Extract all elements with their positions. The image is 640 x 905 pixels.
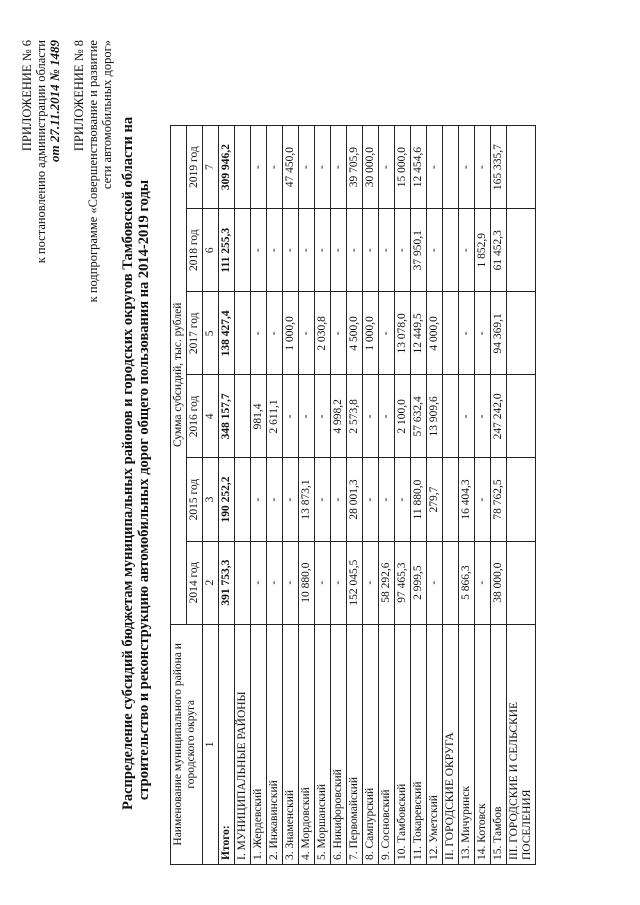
- value-cell: 138 427,4: [219, 292, 235, 375]
- column-number-row: [203, 126, 219, 865]
- value-cell: -: [459, 126, 475, 209]
- year-header: 2018 год: [187, 209, 203, 292]
- row-name-cell: 11. Токаревский: [411, 624, 427, 864]
- value-cell: 2 999,5: [411, 541, 427, 624]
- table-row: [411, 126, 427, 865]
- value-cell: -: [475, 541, 491, 624]
- value-cell: 309 946,2: [219, 126, 235, 209]
- table-row: [475, 126, 491, 865]
- value-cell: 37 950,1: [411, 209, 427, 292]
- row-name-cell: 13. Мичуринск: [459, 624, 475, 864]
- row-name-cell: 8. Сампурский: [363, 624, 379, 864]
- row-name-cell: Итого:: [219, 624, 235, 864]
- column-number: 4: [203, 375, 219, 458]
- value-cell: -: [315, 209, 331, 292]
- value-cell: 981,4: [251, 375, 267, 458]
- value-cell: 2 573,8: [347, 375, 363, 458]
- value-cell: -: [283, 458, 299, 541]
- appendix-6-title: ПРИЛОЖЕНИЕ № 6: [20, 40, 34, 152]
- year-header: 2019 год: [187, 126, 203, 209]
- value-cell: 15 000,0: [395, 126, 411, 209]
- value-cell: -: [299, 209, 315, 292]
- row-name-cell: 14. Котовск: [475, 624, 491, 864]
- table-row: [331, 126, 347, 865]
- year-header: 2016 год: [187, 375, 203, 458]
- row-name-cell: 12. Уметский: [427, 624, 443, 864]
- document-title-line1: Распределение субсидий бюджетам муниципальных районов и городских округов Тамбовской области на: [120, 116, 136, 810]
- table-row: [443, 126, 459, 865]
- value-cell: -: [315, 541, 331, 624]
- value-cell: -: [379, 292, 395, 375]
- value-cell: 97 465,3: [395, 541, 411, 624]
- value-cell: -: [379, 375, 395, 458]
- value-cell: -: [283, 541, 299, 624]
- value-cell: -: [283, 375, 299, 458]
- value-cell: -: [347, 209, 363, 292]
- value-cell: -: [299, 375, 315, 458]
- value-cell: 279,7: [427, 458, 443, 541]
- value-cell: [235, 375, 251, 458]
- value-cell: [443, 126, 459, 209]
- value-cell: -: [267, 458, 283, 541]
- value-cell: -: [315, 375, 331, 458]
- year-header: 2015 год: [187, 458, 203, 541]
- value-cell: -: [379, 209, 395, 292]
- value-cell: [235, 292, 251, 375]
- value-cell: 1 852,9: [475, 209, 491, 292]
- value-cell: -: [459, 375, 475, 458]
- row-name-cell: 4. Мордовский: [299, 624, 315, 864]
- row-name-cell: 3. Знаменский: [283, 624, 299, 864]
- table-row: [347, 126, 363, 865]
- value-cell: -: [299, 292, 315, 375]
- column-header-name: Наименование муниципального района и городского округа: [171, 624, 203, 864]
- value-cell: 11 880,0: [411, 458, 427, 541]
- value-cell: 30 000,0: [363, 126, 379, 209]
- table-body: [219, 126, 536, 865]
- value-cell: 16 404,3: [459, 458, 475, 541]
- value-cell: 5 866,3: [459, 541, 475, 624]
- document-title: [120, 116, 152, 810]
- value-cell: -: [331, 292, 347, 375]
- value-cell: 4 500,0: [347, 292, 363, 375]
- row-name-cell: III. ГОРОДСКИЕ И СЕЛЬСКИЕ ПОСЕЛЕНИЯ: [507, 624, 536, 864]
- value-cell: 28 001,3: [347, 458, 363, 541]
- row-name-cell: II. ГОРОДСКИЕ ОКРУГА: [443, 624, 459, 864]
- value-cell: -: [379, 126, 395, 209]
- value-cell: [235, 458, 251, 541]
- column-number: 1: [203, 624, 219, 864]
- value-cell: -: [363, 209, 379, 292]
- value-cell: 13 909,6: [427, 375, 443, 458]
- value-cell: 4 998,2: [331, 375, 347, 458]
- value-cell: 1 000,0: [283, 292, 299, 375]
- value-cell: -: [427, 541, 443, 624]
- value-cell: -: [363, 458, 379, 541]
- column-number: 6: [203, 209, 219, 292]
- table-row: [379, 126, 395, 865]
- column-number: 3: [203, 458, 219, 541]
- appendix-8-line1: к подпрограмме «Совершенствование и развитие: [86, 40, 100, 303]
- table-row: [395, 126, 411, 865]
- value-cell: -: [251, 209, 267, 292]
- column-header-sum: Сумма субсидий, тыс. рублей: [171, 126, 187, 625]
- value-cell: 94 369,1: [491, 292, 507, 375]
- value-cell: [443, 541, 459, 624]
- column-number: 7: [203, 126, 219, 209]
- table-row: [251, 126, 267, 865]
- document-title-line2: строительство и реконструкцию автомобильных дорог общего пользования на 2014-2019 годы: [136, 179, 152, 801]
- table-row: [491, 126, 507, 865]
- value-cell: [507, 126, 536, 209]
- value-cell: 152 045,5: [347, 541, 363, 624]
- value-cell: [235, 541, 251, 624]
- value-cell: -: [267, 541, 283, 624]
- value-cell: -: [475, 375, 491, 458]
- value-cell: -: [363, 375, 379, 458]
- value-cell: 12 454,6: [411, 126, 427, 209]
- table-row: [299, 126, 315, 865]
- value-cell: -: [363, 541, 379, 624]
- value-cell: -: [251, 292, 267, 375]
- value-cell: -: [251, 126, 267, 209]
- table-row: [363, 126, 379, 865]
- table-row: [283, 126, 299, 865]
- value-cell: 4 000,0: [427, 292, 443, 375]
- value-cell: 10 880,0: [299, 541, 315, 624]
- value-cell: -: [315, 458, 331, 541]
- year-header: 2017 год: [187, 292, 203, 375]
- value-cell: [507, 209, 536, 292]
- value-cell: 47 450,0: [283, 126, 299, 209]
- value-cell: -: [475, 126, 491, 209]
- table-row: [267, 126, 283, 865]
- row-name-cell: 15. Тамбов: [491, 624, 507, 864]
- value-cell: 57 632,4: [411, 375, 427, 458]
- value-cell: 111 255,3: [219, 209, 235, 292]
- value-cell: -: [475, 292, 491, 375]
- value-cell: 190 252,2: [219, 458, 235, 541]
- value-cell: [443, 209, 459, 292]
- value-cell: [507, 541, 536, 624]
- value-cell: 2 611,1: [267, 375, 283, 458]
- table-row: [315, 126, 331, 865]
- table-row: [507, 126, 536, 865]
- value-cell: 2 030,8: [315, 292, 331, 375]
- value-cell: 348 157,7: [219, 375, 235, 458]
- value-cell: -: [331, 209, 347, 292]
- value-cell: -: [267, 292, 283, 375]
- value-cell: -: [251, 541, 267, 624]
- value-cell: 61 452,3: [491, 209, 507, 292]
- row-name-cell: 2. Инжавинский: [267, 624, 283, 864]
- value-cell: [443, 292, 459, 375]
- row-name-cell: 5. Моршанский: [315, 624, 331, 864]
- value-cell: [507, 292, 536, 375]
- value-cell: -: [331, 458, 347, 541]
- value-cell: 58 292,6: [379, 541, 395, 624]
- header-row: [171, 126, 187, 865]
- value-cell: -: [331, 126, 347, 209]
- appendix-6-date-number: от 27.11.2014 № 1489: [47, 40, 62, 163]
- value-cell: -: [475, 458, 491, 541]
- value-cell: -: [427, 209, 443, 292]
- table-row: [235, 126, 251, 865]
- value-cell: -: [395, 209, 411, 292]
- row-name-cell: 9. Сосновский: [379, 624, 395, 864]
- row-name-cell: 6. Никифоровский: [331, 624, 347, 864]
- value-cell: 165 335,7: [491, 126, 507, 209]
- value-cell: -: [267, 126, 283, 209]
- year-header: 2014 год: [187, 541, 203, 624]
- value-cell: 2 100,0: [395, 375, 411, 458]
- value-cell: -: [251, 458, 267, 541]
- column-number: 5: [203, 292, 219, 375]
- row-name-cell: 1. Жердевский: [251, 624, 267, 864]
- table-row: [219, 126, 235, 865]
- value-cell: [443, 458, 459, 541]
- value-cell: [443, 375, 459, 458]
- value-cell: -: [459, 209, 475, 292]
- value-cell: -: [331, 541, 347, 624]
- value-cell: 247 242,0: [491, 375, 507, 458]
- value-cell: 39 705,9: [347, 126, 363, 209]
- value-cell: 78 762,5: [491, 458, 507, 541]
- value-cell: 38 000,0: [491, 541, 507, 624]
- value-cell: -: [299, 126, 315, 209]
- row-name-cell: 10. Тамбовский: [395, 624, 411, 864]
- appendix-8-title: ПРИЛОЖЕНИЕ № 8: [72, 40, 86, 152]
- subsidy-table: [170, 125, 536, 865]
- column-number: 2: [203, 541, 219, 624]
- appendix-8-line2: сети автомобильных дорог»: [100, 40, 114, 190]
- value-cell: -: [267, 209, 283, 292]
- table-row: [459, 126, 475, 865]
- value-cell: [235, 126, 251, 209]
- row-name-cell: I. МУНИЦИПАЛЬНЫЕ РАЙОНЫ: [235, 624, 251, 864]
- value-cell: -: [395, 458, 411, 541]
- value-cell: -: [379, 458, 395, 541]
- value-cell: [507, 458, 536, 541]
- value-cell: [235, 209, 251, 292]
- value-cell: -: [283, 209, 299, 292]
- row-name-cell: 7. Первомайский: [347, 624, 363, 864]
- value-cell: [507, 375, 536, 458]
- value-cell: -: [427, 126, 443, 209]
- value-cell: -: [459, 292, 475, 375]
- appendix-8-header: [72, 40, 114, 302]
- value-cell: 1 000,0: [363, 292, 379, 375]
- appendix-6-line1: к постановлению администрации области: [34, 40, 48, 264]
- appendix-6-header: [20, 40, 62, 263]
- value-cell: 12 449,5: [411, 292, 427, 375]
- table-row: [427, 126, 443, 865]
- value-cell: -: [315, 126, 331, 209]
- value-cell: 391 753,3: [219, 541, 235, 624]
- value-cell: 13 078,0: [395, 292, 411, 375]
- value-cell: 13 873,1: [299, 458, 315, 541]
